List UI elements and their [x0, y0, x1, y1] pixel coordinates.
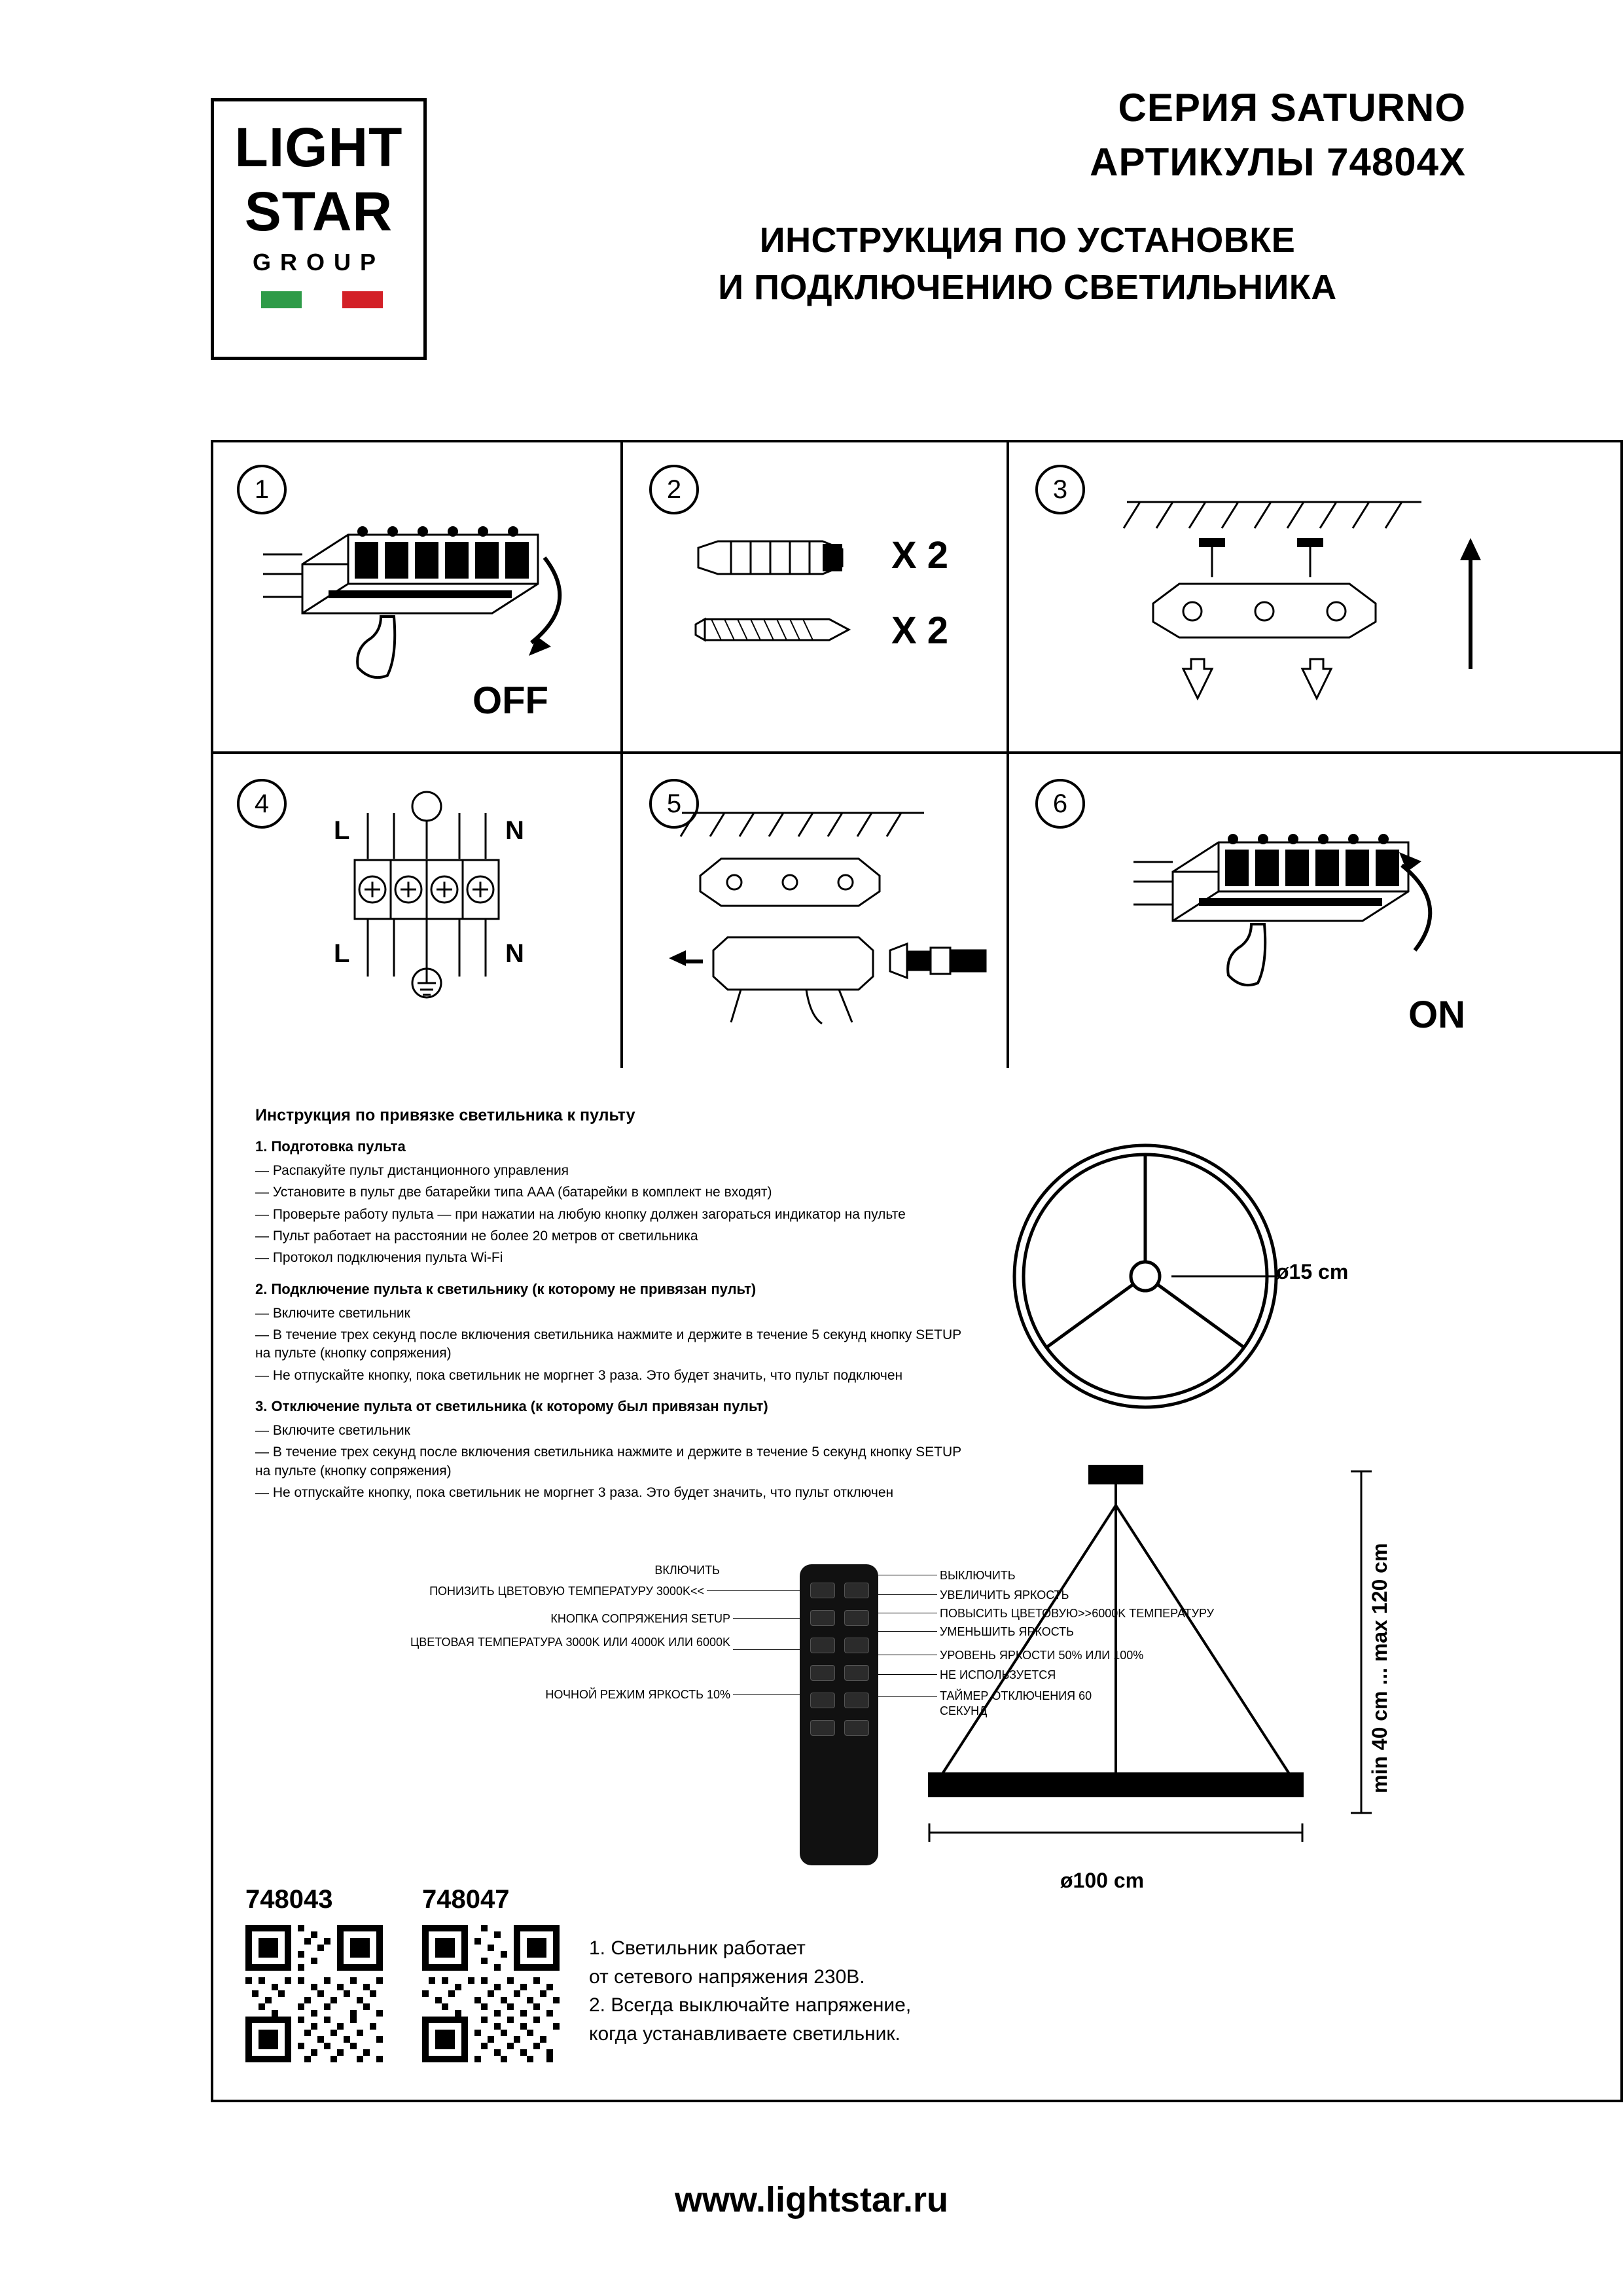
remote-button-power-off[interactable]	[844, 1583, 869, 1598]
step-grid	[211, 440, 1623, 1068]
svg-text:N: N	[505, 816, 524, 845]
remote-button-unused[interactable]	[844, 1693, 869, 1708]
step-number-6: 6	[1035, 779, 1085, 829]
remote-button-setup[interactable]	[810, 1638, 835, 1653]
remote-label-right-4: УРОВЕНЬ ЯРКОСТИ 50% ИЛИ 100%	[940, 1649, 1144, 1662]
document-header	[589, 85, 1466, 308]
step-cell-1	[211, 440, 623, 754]
italian-flag-icon	[261, 291, 383, 308]
shade-diameter-label: ø15 cm	[1276, 1260, 1349, 1283]
safety-note-line-1: от сетевого напряжения 230В.	[589, 1965, 865, 1988]
remote-button-brightness-level[interactable]	[844, 1665, 869, 1681]
leader-line-left-3	[733, 1649, 800, 1650]
safety-note-line-0: 1. Светильник работает	[589, 1937, 806, 1959]
qr-label-1: 748047	[422, 1885, 510, 1914]
section-1-item-0: — Распакуйте пульт дистанционного управления	[255, 1163, 569, 1178]
wall-plug-icon	[692, 535, 862, 581]
section-2-title: 2. Подключение пульта к светильнику (к которому не привязан пульт)	[255, 1280, 757, 1297]
remote-label-right-2: ПОВЫСИТЬ ЦВЕТОВУЮ>>6000K ТЕМПЕРАТУРУ	[940, 1607, 1215, 1620]
page-title-line-1: ИНСТРУКЦИЯ ПО УСТАНОВКЕ	[759, 221, 1296, 260]
series-name: СЕРИЯ SATURNO	[1118, 86, 1466, 130]
terminal-block-off-illustration	[263, 486, 590, 702]
remote-body	[800, 1564, 878, 1865]
section-2-item-2: — Не отпускайте кнопку, пока светильник не моргнет 3 раза. Это будет значить, что пульт подключен	[255, 1367, 903, 1383]
step-number-2: 2	[649, 465, 699, 514]
remote-button-brightness-up[interactable]	[810, 1610, 835, 1626]
website-url[interactable]: www.lightstar.ru	[674, 2180, 949, 2219]
remote-button-timer[interactable]	[844, 1720, 869, 1736]
remote-button-temp-up[interactable]	[844, 1610, 869, 1626]
remote-button-night-mode[interactable]	[810, 1693, 835, 1708]
step-2-quantity-1: X 2	[891, 534, 949, 577]
svg-text:L: L	[334, 939, 350, 968]
logo-line-1: LIGHT	[234, 117, 403, 178]
section-2-item-0: — Включите светильник	[255, 1305, 410, 1321]
step-1-caption: OFF	[473, 679, 548, 722]
remote-label-right-1: УВЕЛИЧИТЬ ЯРКОСТЬ	[940, 1588, 1069, 1602]
pairing-heading: Инструкция по привязке светильника к пульту	[255, 1106, 635, 1124]
section-1-item-1: — Установите в пульт две батарейки типа AAA (батарейки в комплект не входят)	[255, 1185, 772, 1200]
qr-block-1	[422, 1885, 560, 2066]
step-cell-6	[1009, 754, 1623, 1068]
section-1-title: 1. Подготовка пульта	[255, 1138, 406, 1155]
ceiling-bracket-mounting-illustration	[1114, 473, 1520, 721]
logo-line-2: STAR	[244, 181, 393, 242]
step-cell-5	[623, 754, 1009, 1068]
leader-line-right-4	[878, 1631, 937, 1632]
qr-label-0: 748043	[245, 1885, 333, 1914]
terminal-block-on-illustration	[1133, 793, 1461, 1009]
leader-line-left-2	[733, 1618, 800, 1619]
qr-block-0	[245, 1885, 383, 2066]
leader-line-left-4	[733, 1694, 800, 1695]
section-3-item-2: — Не отпускайте кнопку, пока светильник не моргнет 3 раза. Это будет значить, что пульт отключен	[255, 1485, 894, 1501]
leader-line-right-7	[878, 1696, 937, 1697]
screw-icon	[692, 611, 862, 648]
step-number-3: 3	[1035, 465, 1085, 514]
qr-code-748047[interactable]	[422, 1925, 560, 2062]
safety-note-line-2: 2. Всегда выключайте напряжение,	[589, 1994, 912, 2016]
page-title-line-2: И ПОДКЛЮЧЕНИЮ СВЕТИЛЬНИКА	[718, 268, 1337, 307]
wiring-terminal-illustration	[289, 787, 564, 1035]
step-2-quantity-2: X 2	[891, 609, 949, 652]
section-1-item-4: — Протокол подключения пульта Wi-Fi	[255, 1250, 503, 1266]
remote-label-right-5: НЕ ИСПОЛЬЗУЕТСЯ	[940, 1668, 1056, 1681]
svg-text:N: N	[505, 939, 524, 968]
leader-line-right-6	[878, 1674, 937, 1675]
step-cell-4	[211, 754, 623, 1068]
article-numbers: АРТИКУЛЫ 74804X	[1090, 140, 1466, 184]
brand-logo	[211, 98, 427, 360]
step-cell-3	[1009, 440, 1623, 754]
safety-notes	[589, 1934, 911, 2048]
remote-button-power[interactable]	[810, 1583, 835, 1598]
step-number-5: 5	[649, 779, 699, 829]
remote-label-right-0: ВЫКЛЮЧИТЬ	[940, 1569, 1016, 1582]
leader-line-left-1	[707, 1590, 800, 1591]
remote-label-right-6: ТАЙМЕР ОТКЛЮЧЕНИЯ 60 СЕКУНД	[940, 1689, 1092, 1717]
section-3-title: 3. Отключение пульта от светильника (к которому был привязан пульт)	[255, 1398, 768, 1415]
fixture-installation-illustration	[643, 787, 996, 1035]
step-number-1: 1	[237, 465, 287, 514]
section-3-item-0: — Включите светильник	[255, 1423, 410, 1439]
leader-line-right-2	[878, 1594, 937, 1595]
shade-dimension-line	[1171, 1273, 1276, 1280]
remote-button-brightness-down[interactable]	[844, 1638, 869, 1653]
safety-note-line-3: когда устанавливаете светильник.	[589, 2022, 901, 2045]
logo-line-3: GROUP	[252, 249, 385, 276]
remote-label-on: ВКЛЮЧИТЬ	[654, 1564, 720, 1577]
remote-label-left-0: ПОНИЗИТЬ ЦВЕТОВУЮ ТЕМПЕРАТУРУ 3000K<<	[429, 1585, 704, 1598]
remote-button-color-temp[interactable]	[810, 1665, 835, 1681]
ring-diameter-label: ø100 cm	[1060, 1869, 1145, 1892]
remote-button-extra[interactable]	[810, 1720, 835, 1736]
qr-section	[245, 1885, 638, 2066]
section-1-item-3: — Пульт работает на расстоянии не более 20 метров от светильника	[255, 1229, 698, 1244]
remote-label-left-1: КНОПКА СОПРЯЖЕНИЯ SETUP	[550, 1612, 730, 1625]
remote-label-left-2: ЦВЕТОВАЯ ТЕМПЕРАТУРА 3000K ИЛИ 4000K ИЛИ 6000K	[410, 1636, 730, 1649]
step-6-caption: ON	[1408, 994, 1465, 1036]
step-number-4: 4	[237, 779, 287, 829]
height-range-label: min 40 cm ... max 120 cm	[1368, 1543, 1391, 1793]
step-cell-2	[623, 440, 1009, 754]
section-2-item-1: — В течение трех секунд после включения светильника нажмите и держите в течение 5 секунд кнопку SETUP на пульте (кнопку сопряжения)	[255, 1327, 961, 1361]
remote-label-right-3: УМЕНЬШИТЬ ЯРКОСТЬ	[940, 1625, 1074, 1638]
section-3-item-1: — В течение трех секунд после включения светильника нажмите и держите в течение 5 секунд кнопку SETUP на пульте (кнопку сопряжения)	[255, 1444, 961, 1479]
section-1-item-2: — Проверьте работу пульта — при нажатии на любую кнопку должен загораться индикатор на пульте	[255, 1206, 906, 1222]
qr-code-748043[interactable]	[245, 1925, 383, 2062]
pairing-instructions	[255, 1106, 975, 1505]
remote-label-left-3: НОЧНОЙ РЕЖИМ ЯРКОСТЬ 10%	[545, 1688, 730, 1701]
svg-text:L: L	[334, 816, 350, 845]
